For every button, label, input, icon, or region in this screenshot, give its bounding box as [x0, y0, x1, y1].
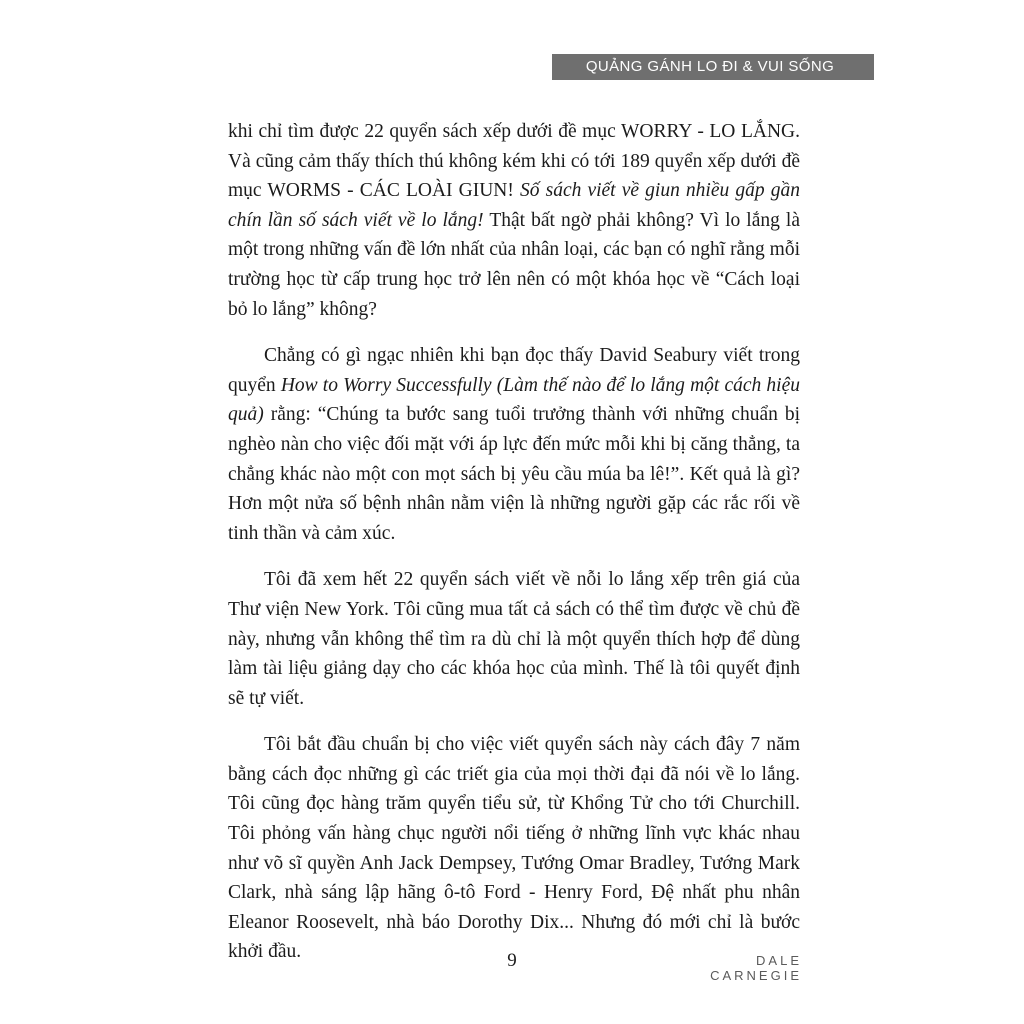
body-text — [228, 117, 800, 984]
paragraph-2-italic: How to Worry Successfully (Làm thế nào để lo lắng một cách hiệu quả) — [228, 374, 801, 426]
paragraph-2-text-b: rằng: “Chúng ta bước sang tuổi trưởng thành với những chuẩn bị nghèo nàn cho việc đối mặt với áp lực đến mức mỗi khi bị căng thẳng, ta chẳng khác nào một con mọt sách bị yêu cầu múa ba lê!”. Kết quả là gì? Hơn một nửa số bệnh nhân nằm viện là những người gặp các rắc rối về tinh thần và cảm xúc. — [228, 404, 800, 544]
paragraph-1-text-a: khi chỉ tìm được 22 quyển sách xếp dưới đề mục WORRY - LO LẮNG. Và cũng cảm thấy thích thú không kém khi có tới 189 quyển xếp dưới đề mục WORMS - CÁC LOÀI GIUN! — [228, 121, 800, 202]
paragraph-2 — [228, 341, 800, 548]
paragraph-1 — [228, 117, 800, 324]
paragraph-2-text-a: Chẳng có gì ngạc nhiên khi bạn đọc thấy David Seabury viết trong quyển — [228, 345, 800, 396]
paragraph-4-text: Tôi bắt đầu chuẩn bị cho việc viết quyển sách này cách đây 7 năm bằng cách đọc những gì các triết gia của mọi thời đại đã nói về lo lắng. Tôi cũng đọc hàng trăm quyển tiểu sử, từ Khổng Tử cho tới Churchill. Tôi phỏng vấn hàng chục người nổi tiếng ở những lĩnh vực khác nhau như võ sĩ quyền Anh Jack Dempsey, Tướng Omar Bradley, Tướng Mark Clark, nhà sáng lập hãng ô-tô Ford - Henry Ford, Đệ nhất phu nhân Eleanor Roosevelt, nhà báo Dorothy Dix... Nhưng đó mới chỉ là bước khởi đầu. — [228, 734, 800, 963]
paragraph-3-text: Tôi đã xem hết 22 quyển sách viết về nỗi lo lắng xếp trên giá của Thư viện New York. Tôi cũng mua tất cả sách có thể tìm được về chủ đề này, nhưng vẫn không thể tìm ra dù chỉ là một quyển thích hợp để dùng làm tài liệu giảng dạy cho các khóa học của mình. Thế là tôi quyết định sẽ tự viết. — [228, 569, 800, 709]
running-header: QUẢNG GÁNH LO ĐI & VUI SỐNG — [552, 54, 874, 80]
paragraph-4 — [228, 730, 800, 967]
paragraph-3 — [228, 565, 800, 713]
page-number: 9 — [507, 950, 517, 971]
paragraph-1-italic: Số sách viết về giun nhiều gấp gần chín lần số sách viết về lo lắng! — [228, 180, 800, 231]
running-footer-author: DALE CARNEGIE — [710, 953, 802, 983]
paragraph-1-text-b: Thật bất ngờ phải không? Vì lo lắng là một trong những vấn đề lớn nhất của nhân loại, các bạn có nghĩ rằng mỗi trường học từ cấp trung học trở lên nên có một khóa học về “Cách loại bỏ lo lắng” không? — [228, 209, 800, 320]
